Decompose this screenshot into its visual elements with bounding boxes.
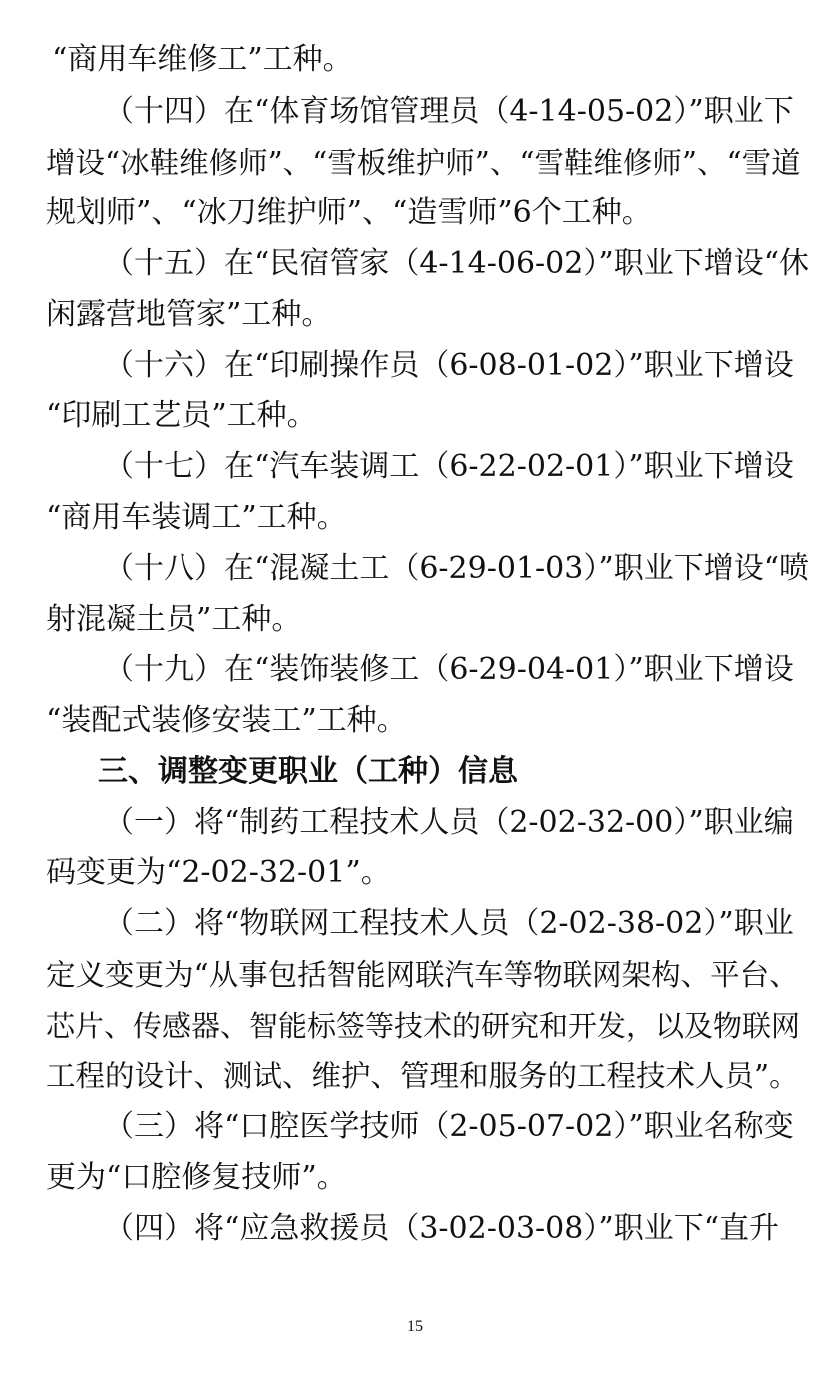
text-line: “商用车维修工”工种。 — [52, 42, 353, 77]
text-line: 更为“口腔修复技师”。 — [46, 1160, 347, 1195]
text-line: （十六）在“印刷操作员（6-08-01-02）”职业下增设 — [104, 348, 794, 383]
text-line: “装配式装修安装工”工种。 — [46, 703, 407, 738]
text-line: （十五）在“民宿管家（4-14-06-02）”职业下增设“休 — [104, 246, 810, 281]
page-number: 15 — [407, 1318, 423, 1335]
text-line: （十四）在“体育场馆管理员（4-14-05-02）”职业下 — [104, 94, 794, 129]
text-line: 定义变更为“从事包括智能网联汽车等物联网架构、平台、 — [46, 958, 799, 992]
text-line: （十八）在“混凝土工（6-29-01-03）”职业下增设“喷 — [104, 551, 810, 586]
text-line: 闲露营地管家”工种。 — [46, 297, 332, 332]
text-line: （一）将“制药工程技术人员（2-02-32-00）”职业编 — [104, 805, 794, 840]
text-line: （二）将“物联网工程技术人员（2-02-38-02）”职业 — [104, 906, 794, 941]
text-line: 增设“冰鞋维修师”、“雪板维护师”、“雪鞋维修师”、“雪道 — [46, 146, 801, 180]
text-line: 码变更为“2-02-32-01”。 — [46, 855, 391, 890]
text-line: 射混凝土员”工种。 — [46, 602, 302, 637]
text-line: 工程的设计、测试、维护、管理和服务的工程技术人员”。 — [46, 1059, 799, 1093]
text-line: 规划师”、“冰刀维护师”、“造雪师”6个工种。 — [46, 195, 652, 230]
text-line: 芯片、传感器、智能标签等技术的研究和开发，以及物联网 — [46, 1009, 801, 1043]
text-line: “印刷工艺员”工种。 — [46, 398, 317, 433]
text-line: （十九）在“装饰装修工（6-29-04-01）”职业下增设 — [104, 652, 794, 687]
text-line: （四）将“应急救援员（3-02-03-08）”职业下“直升 — [104, 1211, 780, 1246]
section-heading: 三、调整变更职业（工种）信息 — [98, 754, 518, 789]
text-line: （十七）在“汽车装调工（6-22-02-01）”职业下增设 — [104, 449, 794, 484]
text-line: （三）将“口腔医学技师（2-05-07-02）”职业名称变 — [104, 1109, 794, 1144]
text-line: “商用车装调工”工种。 — [46, 500, 347, 535]
